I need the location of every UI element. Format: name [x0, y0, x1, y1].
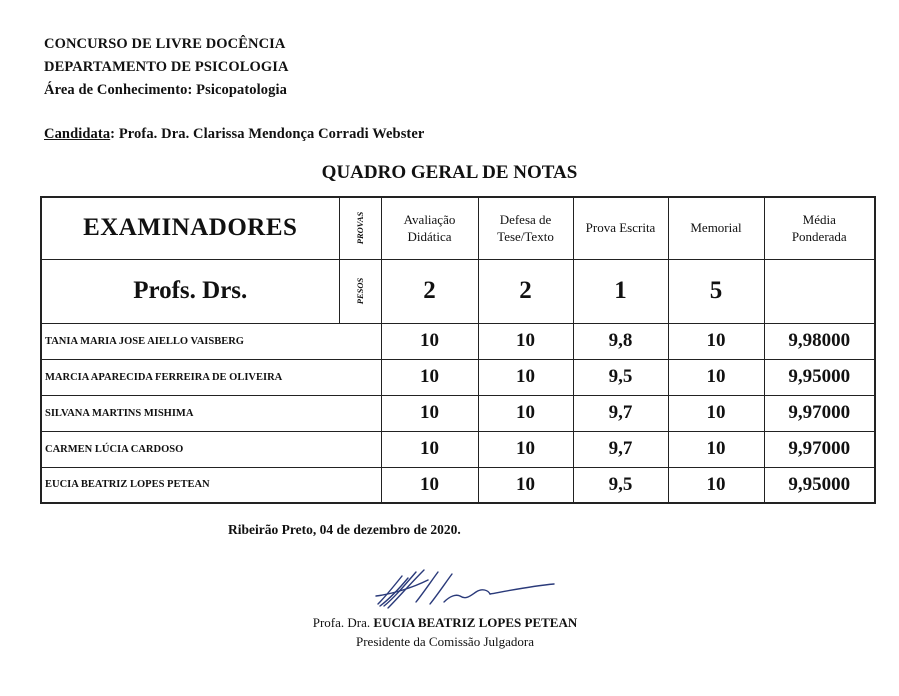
score-cell: 10: [478, 431, 573, 467]
score-cell: 10: [381, 323, 478, 359]
column-header: Avaliação Didática: [381, 197, 478, 259]
place-date: Ribeirão Preto, 04 de dezembro de 2020.: [228, 522, 461, 537]
column-header: Memorial: [668, 197, 764, 259]
signatory-name: [280, 615, 610, 631]
score-cell: 10: [668, 359, 764, 395]
header-area: Área de Conhecimento: Psicopatologia: [44, 82, 287, 98]
score-cell: 10: [478, 323, 573, 359]
table-row: [41, 359, 875, 395]
score-cell: 10: [478, 467, 573, 503]
score-cell: 9,8: [573, 323, 668, 359]
score-cell: 9,7: [573, 395, 668, 431]
signatory-fullname: EUCIA BEATRIZ LOPES PETEAN: [373, 615, 578, 630]
weighted-average: 9,95000: [764, 467, 875, 503]
signatory-role: Presidente da Comissão Julgadora: [356, 634, 534, 649]
score-cell: 10: [668, 323, 764, 359]
score-cell: 10: [668, 431, 764, 467]
weight-value: 2: [381, 259, 478, 323]
table-title: QUADRO GERAL DE NOTAS: [321, 162, 578, 183]
column-header: Defesa de Tese/Texto: [478, 197, 573, 259]
profs-label: Profs. Drs.: [41, 259, 339, 323]
score-cell: 10: [478, 395, 573, 431]
provas-label: PROVAS: [339, 197, 381, 259]
header-department: DEPARTAMENTO DE PSICOLOGIA: [44, 59, 289, 75]
score-cell: 10: [381, 395, 478, 431]
weighted-average: 9,97000: [764, 431, 875, 467]
score-cell: 10: [668, 395, 764, 431]
score-cell: 10: [381, 431, 478, 467]
examiner-name: SILVANA MARTINS MISHIMA: [41, 395, 381, 431]
handwritten-signature: [372, 566, 562, 618]
weight-empty-cell: [764, 259, 875, 323]
weighted-average: 9,98000: [764, 323, 875, 359]
score-cell: 10: [478, 359, 573, 395]
score-cell: 10: [381, 359, 478, 395]
weight-value: 5: [668, 259, 764, 323]
score-cell: 10: [381, 467, 478, 503]
score-cell: 9,5: [573, 467, 668, 503]
column-header: Prova Escrita: [573, 197, 668, 259]
weight-value: 1: [573, 259, 668, 323]
examiner-name: MARCIA APARECIDA FERREIRA DE OLIVEIRA: [41, 359, 381, 395]
examiner-name: TANIA MARIA JOSE AIELLO VAISBERG: [41, 323, 381, 359]
score-cell: 9,7: [573, 431, 668, 467]
candidate-line: [44, 126, 424, 143]
weights-row: [41, 259, 875, 323]
candidate-name: : Profa. Dra. Clarissa Mendonça Corradi Webster: [110, 126, 425, 142]
header-contest: CONCURSO DE LIVRE DOCÊNCIA: [44, 36, 286, 52]
score-cell: 10: [668, 467, 764, 503]
grades-table: [40, 196, 876, 504]
header-row: [41, 197, 875, 259]
examiners-header: EXAMINADORES: [41, 197, 339, 259]
weighted-average: 9,95000: [764, 359, 875, 395]
examiner-name: CARMEN LÚCIA CARDOSO: [41, 431, 381, 467]
weight-value: 2: [478, 259, 573, 323]
pesos-label: PESOS: [339, 259, 381, 323]
table-row: [41, 467, 875, 503]
column-header: Média Ponderada: [764, 197, 875, 259]
table-row: [41, 323, 875, 359]
candidate-label: Candidata: [44, 126, 111, 142]
table-row: [41, 431, 875, 467]
table-row: [41, 395, 875, 431]
score-cell: 9,5: [573, 359, 668, 395]
examiner-name: EUCIA BEATRIZ LOPES PETEAN: [41, 467, 381, 503]
weighted-average: 9,97000: [764, 395, 875, 431]
signatory-prefix: Profa. Dra.: [312, 615, 374, 630]
